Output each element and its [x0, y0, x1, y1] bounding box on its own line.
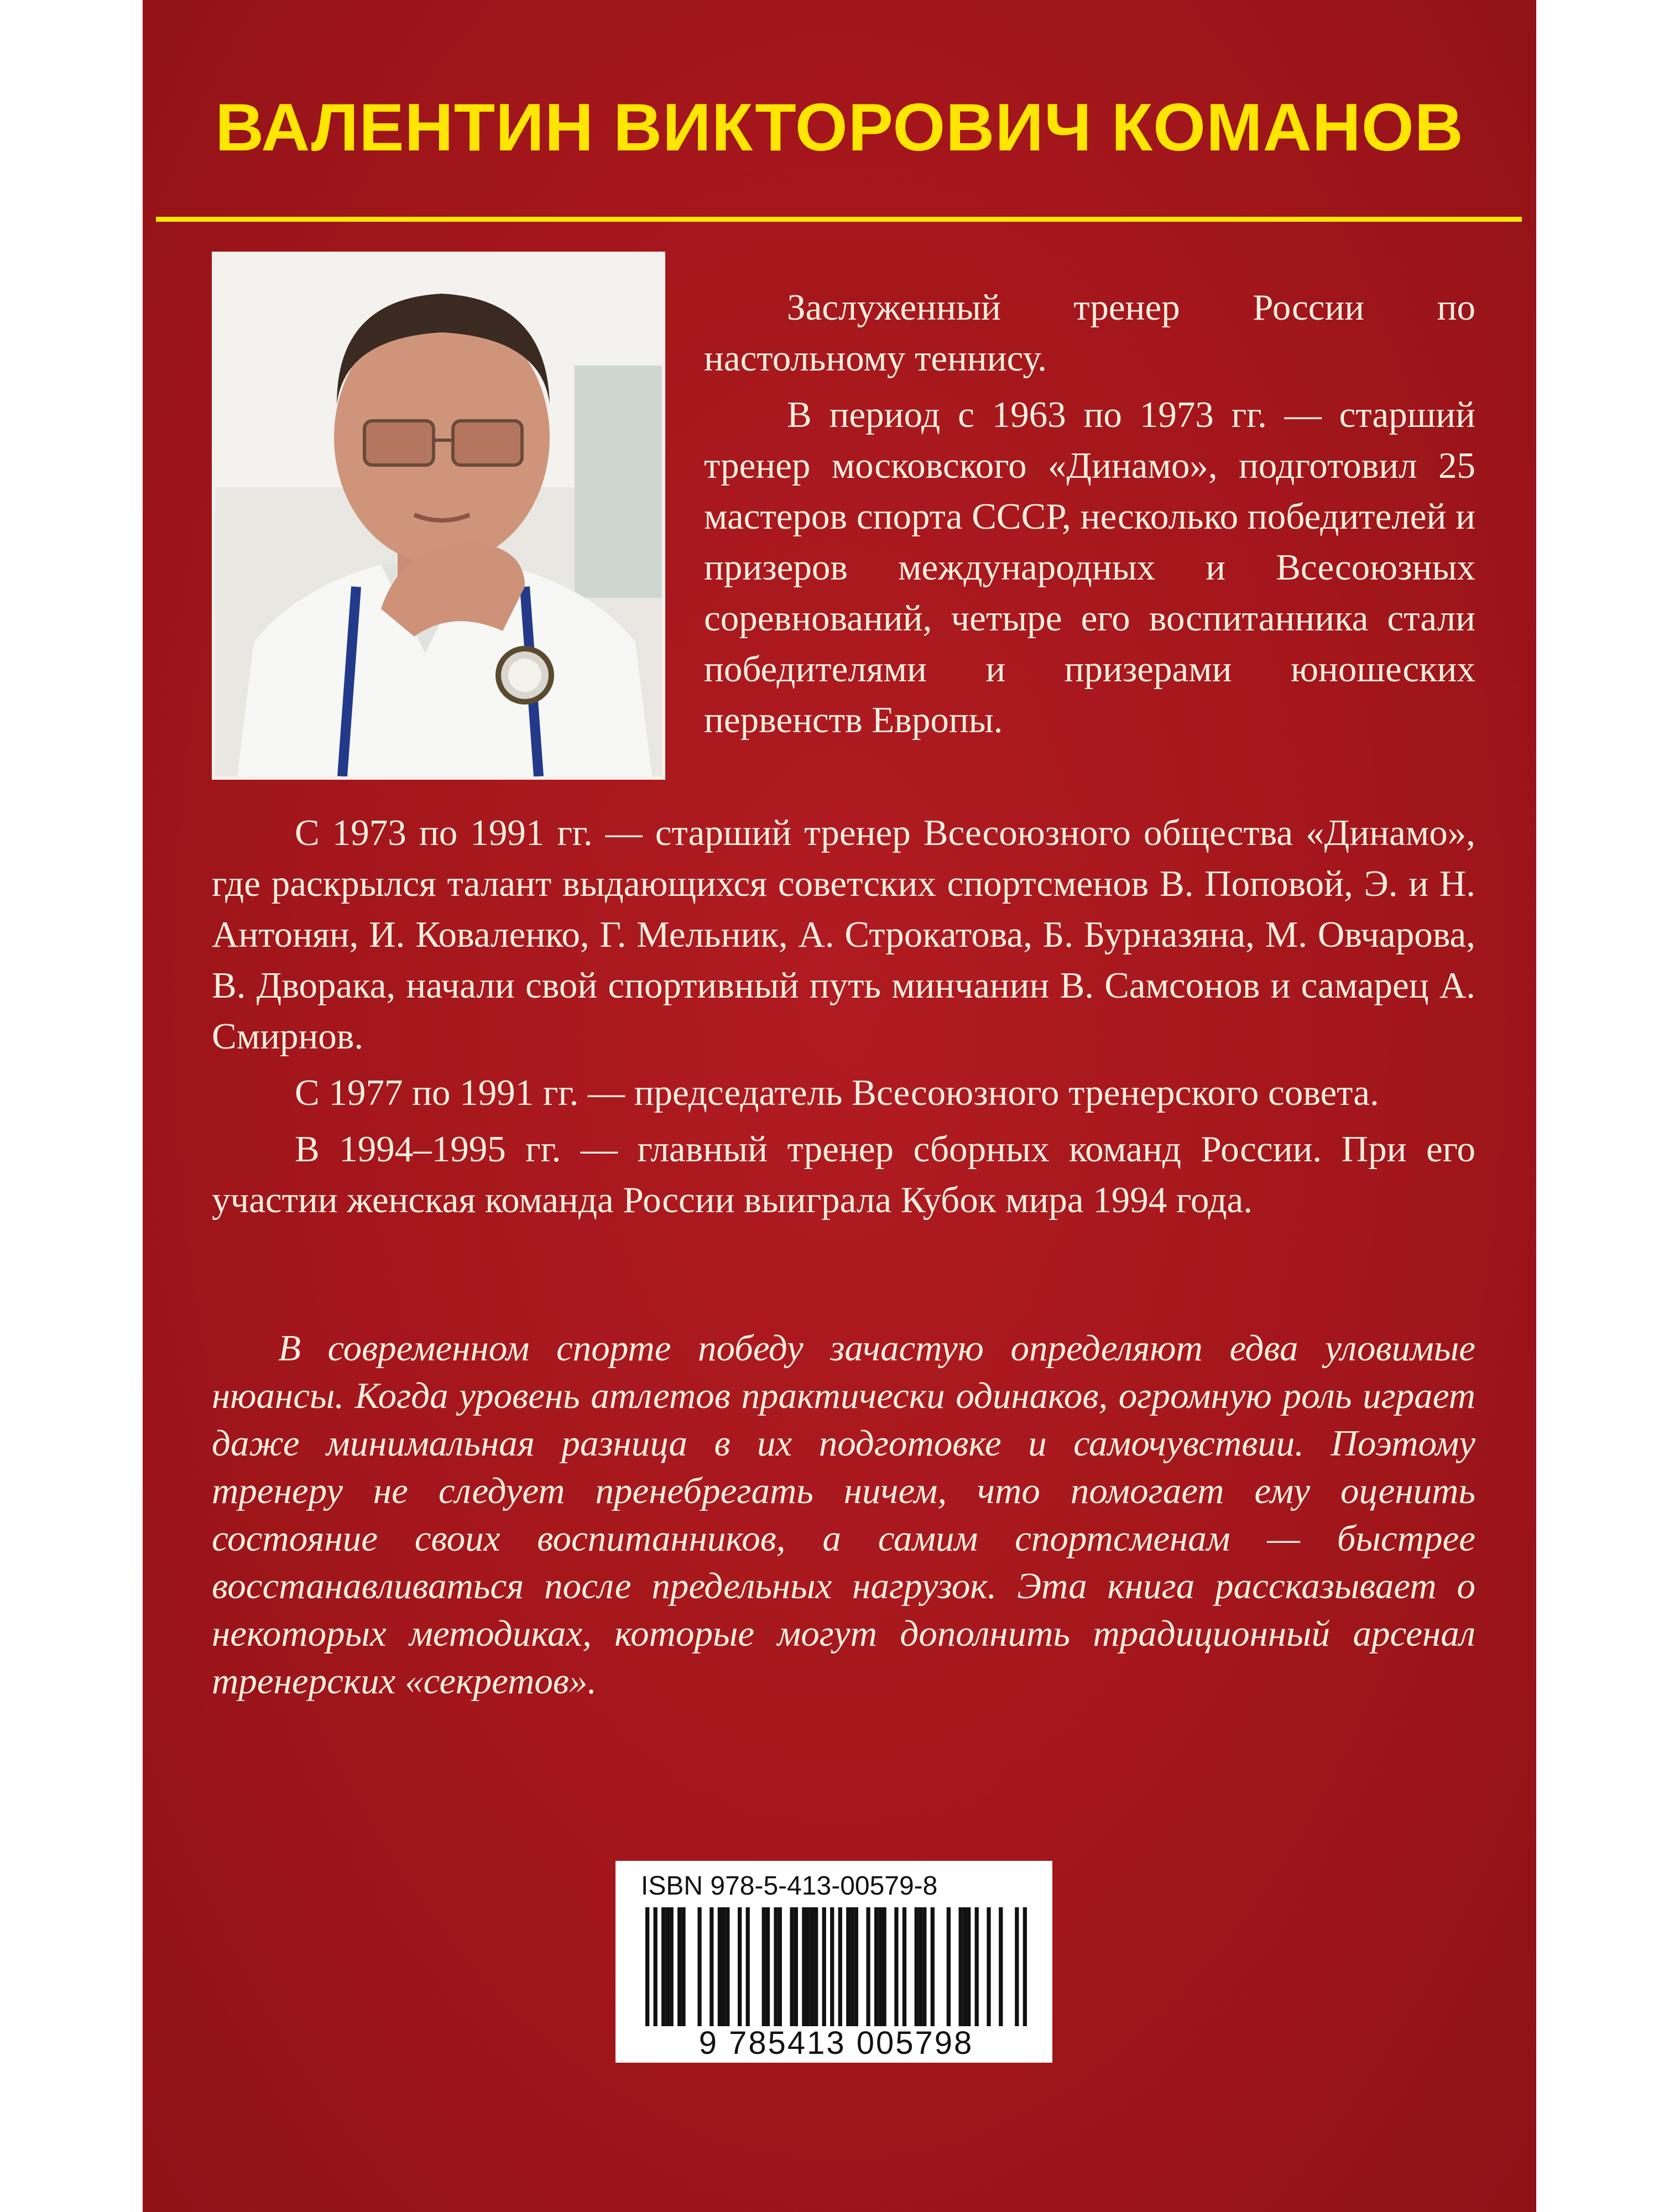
author-photo [212, 252, 665, 780]
barcode-bar [774, 1907, 778, 2026]
barcode-bar [967, 1907, 971, 2026]
barcode-bar [810, 1907, 814, 2026]
barcode-bar [677, 1907, 681, 2026]
barcode-bar [738, 1907, 742, 2026]
barcode-bar [975, 1907, 979, 2026]
bio-paragraph: В период с 1963 по 1973 гг. — старший тренер московского «Динамо», подготовил 25 мастеров спорта СССР, несколько победителей и призеров международных и Всесоюзных соревнований, четыре его воспитанника стали победителями и призерами юношеских первенств Европы. [704, 394, 1475, 740]
barcode-bar [790, 1907, 794, 2026]
book-back-cover [143, 0, 1536, 2212]
isbn-label: ISBN 978-5-413-00579-8 [641, 1871, 938, 1901]
bio-continued [212, 807, 1475, 1225]
barcode-bar [726, 1907, 729, 2026]
barcode-bar [931, 1907, 935, 2026]
barcode-bar [661, 1907, 665, 2026]
barcode-bar [866, 1907, 870, 2026]
barcode-bar [681, 1907, 685, 2026]
barcode-bar [902, 1907, 906, 2026]
ean-digits: 9 785413 005798 [698, 2025, 974, 2061]
book-annotation [212, 1324, 1475, 1705]
barcode-bars-icon [645, 1907, 1027, 2026]
barcode-bar [922, 1907, 926, 2026]
annotation-text: В современном спорте победу зачастую определяют едва уловимые нюансы. Когда уровень атлетов практически одинаков, огромную роль играет даже минимальная разница в их подготовке и самочувствии. Поэтому тренеру не следует пренебрегать ничем, что помогает ему оценить состояние своих воспитанников, а самим спортсменам — быстрее восстанавливаться после предельных нагрузок. Эта книга рассказывает о некоторых методиках, которые могут дополнить традиционный арсенал тренерских «секретов». [212, 1328, 1475, 1702]
barcode-bar [987, 1907, 990, 2026]
title-divider [156, 217, 1522, 222]
barcode-bar [846, 1907, 850, 2026]
barcode-bar [722, 1907, 726, 2026]
barcode-bar [718, 1907, 722, 2026]
barcode-bar [645, 1907, 649, 2026]
barcode-bar [806, 1907, 810, 2026]
barcode-bar [697, 1907, 701, 2026]
barcode-bar [915, 1907, 919, 2026]
bio-intro [704, 282, 1475, 745]
barcode-bar [894, 1907, 898, 2026]
barcode-bar [654, 1907, 658, 2026]
barcode-bar [1015, 1907, 1019, 2026]
barcode-bar [766, 1907, 770, 2026]
barcode-bar [850, 1907, 854, 2026]
author-name: ВАЛЕНТИН ВИКТОРОВИЧ КОМАНОВ [215, 90, 1464, 165]
barcode-bar [854, 1907, 858, 2026]
barcode-bar [665, 1907, 669, 2026]
bio-paragraph: С 1977 по 1991 гг. — председатель Всесоюзного тренерского совета. [295, 1072, 1379, 1113]
barcode-bar [746, 1907, 750, 2026]
barcode-bar [822, 1907, 826, 2026]
barcode-bar [947, 1907, 951, 2026]
barcode-bar [874, 1907, 878, 2026]
barcode-bar [814, 1907, 818, 2026]
barcode-bar [709, 1907, 713, 2026]
barcode-bar [778, 1907, 782, 2026]
barcode-bar [963, 1907, 967, 2026]
barcode-bar [670, 1907, 674, 2026]
barcode-bar [802, 1907, 806, 2026]
barcode-bar [838, 1907, 842, 2026]
isbn-barcode [615, 1861, 1052, 2063]
barcode-bar [1023, 1907, 1027, 2026]
portrait-photo-icon [215, 255, 662, 776]
barcode-bar [999, 1907, 1003, 2026]
barcode-bar [883, 1907, 886, 2026]
bio-paragraph: С 1973 по 1991 гг. — старший тренер Всесоюзного общества «Динамо», где раскрылся талант выдающихся советских спортсменов В. Поповой, Э. и Н. Антонян, И. Коваленко, Г. Мельник, А. Строкатова, Б. Бурназяна, М. Овчарова, В. Дворака, начали свой спортивный путь минчанин В. Самсонов и самарец А. Смирнов. [212, 812, 1475, 1057]
barcode-bar [830, 1907, 834, 2026]
bio-paragraph: Заслуженный тренер России по настольному теннису. [704, 287, 1475, 379]
bio-paragraph: В 1994–1995 гг. — главный тренер сборных команд России. При его участии женская команда России выиграла Кубок мира 1994 года. [212, 1129, 1475, 1220]
barcode-bar [919, 1907, 922, 2026]
barcode-bar [762, 1907, 766, 2026]
barcode-bar [878, 1907, 882, 2026]
barcode-bar [794, 1907, 798, 2026]
barcode-bar [959, 1907, 963, 2026]
